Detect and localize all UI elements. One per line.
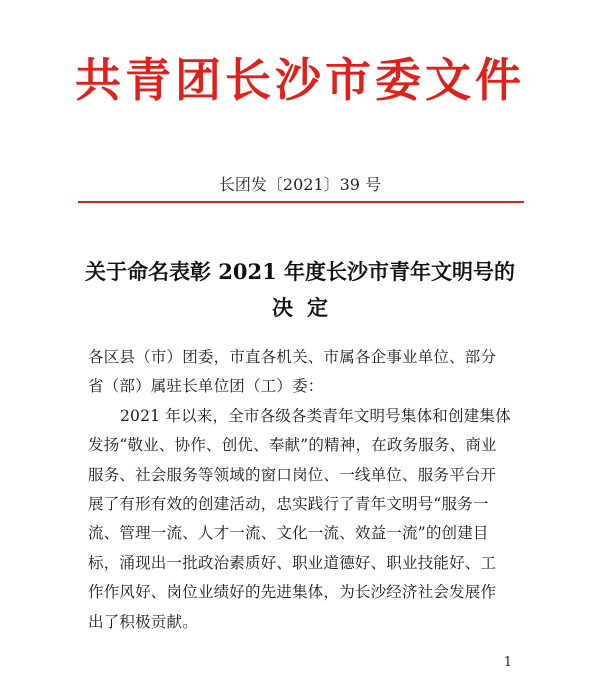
body-paragraph [88, 402, 518, 637]
paragraph-line: 标，涌现出一批政治素质好、职业道德好、职业技能好、工 [88, 553, 497, 572]
paragraph-line: 2021 年以来，全市各级各类青年文明号集体和创建集体 [120, 406, 511, 425]
salutation-line: 各区县（市）团委，市直各机关、市属各企事业单位、部分 [88, 348, 497, 366]
document-title-line-1: 关于命名表彰 2021 年度长沙市青年文明号的 [84, 259, 516, 284]
issuing-organization-header: 共青团长沙市委文件 [75, 53, 525, 107]
paragraph-line: 作作风好、岗位业绩好的先进集体，为长沙经济社会发展作 [88, 583, 497, 602]
paragraph-line: 出了积极贡献。 [88, 612, 198, 631]
salutation-line: 省（部）属驻长单位团（工）委： [88, 377, 324, 396]
document-number: 长团发〔2021〕39 号 [218, 175, 382, 194]
red-divider-line [78, 201, 524, 203]
document-title-line-2: 决定 [272, 295, 342, 320]
paragraph-line: 服务、社会服务等领域的窗口岗位、一线单位、服务平台开 [88, 465, 497, 484]
document-body [88, 343, 518, 637]
salutation [88, 343, 518, 402]
paragraph-line: 展了有形有效的创建活动，忠实践行了青年文明号“服务一 [88, 495, 489, 514]
paragraph-line: 发扬“敬业、协作、创优、奉献”的精神，在政务服务、商业 [88, 436, 497, 455]
page-number: 1 [503, 655, 512, 670]
paragraph-line: 流、管理一流、人才一流、文化一流、效益一流”的创建目 [88, 524, 489, 543]
document-title [0, 254, 600, 326]
